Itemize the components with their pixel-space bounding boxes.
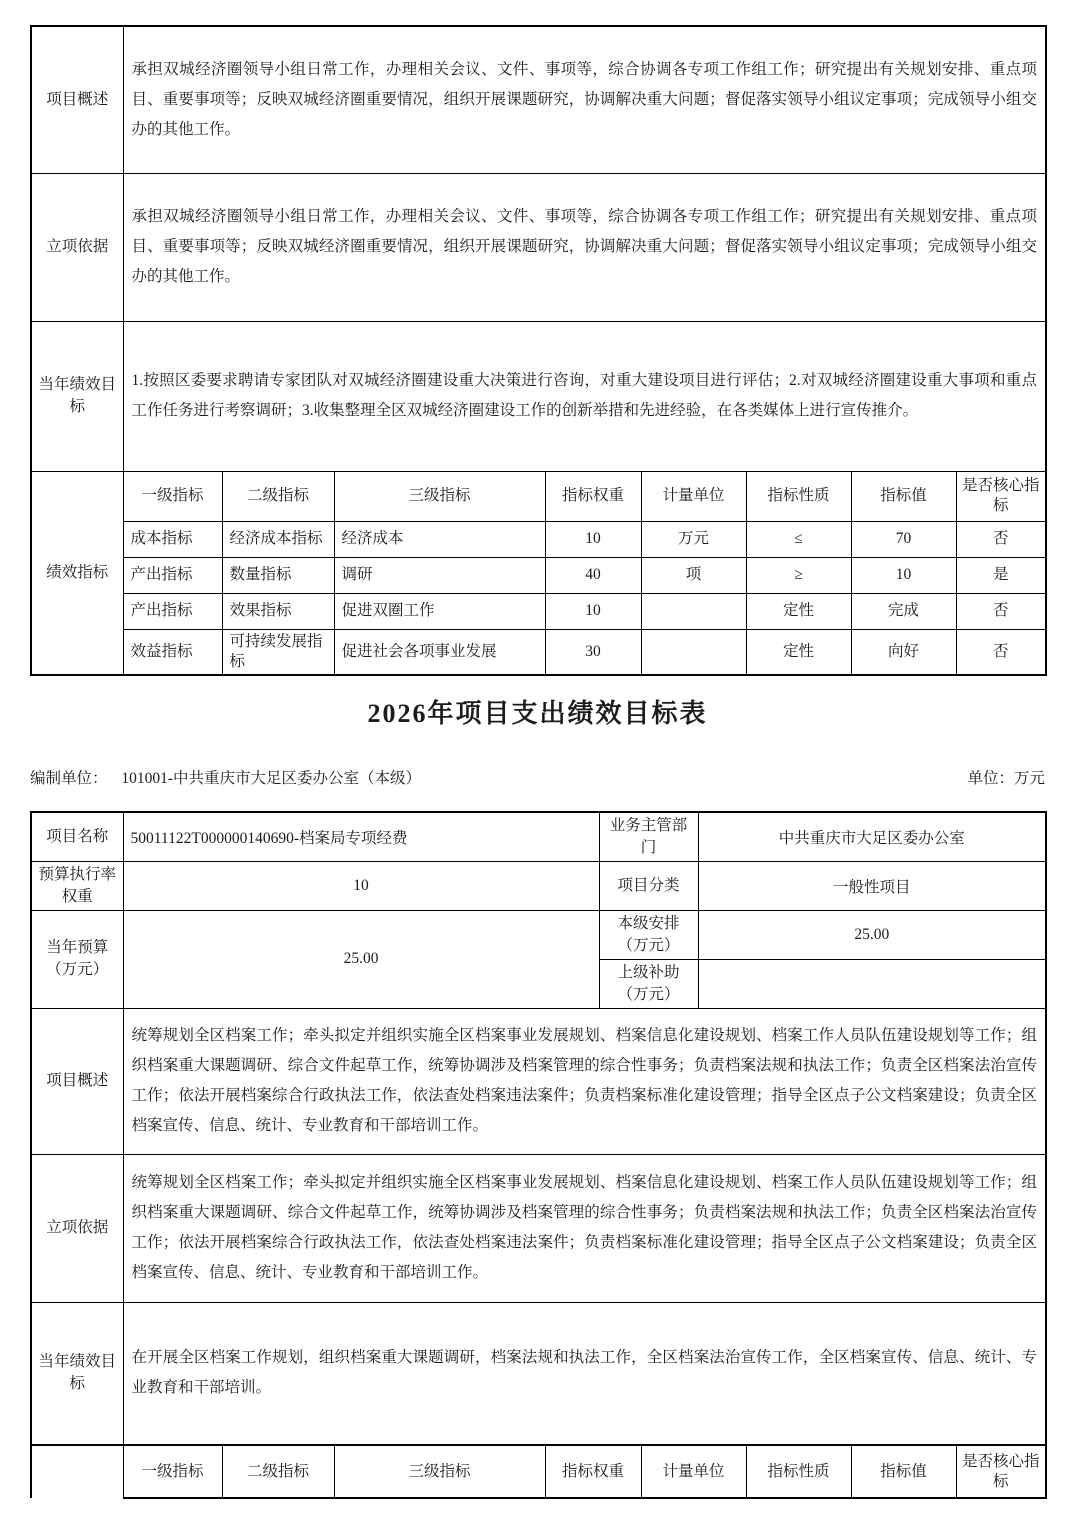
category-value: 一般性项目: [698, 861, 1046, 910]
indicator-header-row: [31, 471, 1046, 521]
indicator-row: [31, 557, 1046, 593]
header-core: 是否核心指标: [956, 1446, 1046, 1498]
indicator-cell: 10: [545, 521, 641, 557]
exec-weight-label: 预算执行率权重: [31, 861, 123, 910]
goal-label: 当年绩效目标: [31, 321, 123, 471]
unit-note: 单位：万元: [967, 769, 1045, 787]
indicator-cell: 否: [956, 629, 1046, 675]
table-row: [31, 812, 1046, 862]
indicator-cell: 10: [545, 593, 641, 629]
goal-text: 在开展全区档案工作规划，组织档案重大课题调研，档案法规和执法工作，全区档案法治宣传工作，全区档案宣传、信息、统计、专业教育和干部培训。: [123, 1302, 1046, 1445]
header-nature: 指标性质: [746, 1446, 851, 1498]
indicator-cell: 10: [851, 557, 956, 593]
table-row: [31, 910, 1046, 959]
indicator-cell: ≥: [746, 557, 851, 593]
page-title: 2026年项目支出绩效目标表: [367, 698, 708, 728]
indicator-cell: [641, 593, 746, 629]
indicator-cell: 完成: [851, 593, 956, 629]
basis-label: 立项依据: [31, 1154, 123, 1302]
basis-label: 立项依据: [31, 173, 123, 321]
indicator-cell: 70: [851, 521, 956, 557]
header-level1: 一级指标: [123, 471, 222, 521]
indicator-cell: ≤: [746, 521, 851, 557]
project-table-2-indicators-partial: [30, 1446, 1047, 1499]
local-arrangement-label: 本级安排（万元）: [599, 910, 698, 959]
category-label: 项目分类: [599, 861, 698, 910]
table-row: [31, 321, 1046, 471]
indicator-cell: 经济成本: [334, 521, 545, 557]
header-core: 是否核心指标: [956, 471, 1046, 521]
header-nature: 指标性质: [746, 471, 851, 521]
indicator-cell: 促进社会各项事业发展: [334, 629, 545, 675]
header-value: 指标值: [851, 1446, 956, 1498]
indicator-section-label: 绩效指标: [31, 471, 123, 675]
indicator-cell: 产出指标: [123, 593, 222, 629]
header-unit: 计量单位: [641, 1446, 746, 1498]
goal-label: 当年绩效目标: [31, 1302, 123, 1445]
dept-label: 业务主管部门: [599, 812, 698, 862]
overview-label: 项目概述: [31, 26, 123, 173]
dept-value: 中共重庆市大足区委办公室: [698, 812, 1046, 862]
indicator-cell: 产出指标: [123, 557, 222, 593]
indicator-cell: 效益指标: [123, 629, 222, 675]
table-row: [31, 1154, 1046, 1302]
project-name-label: 项目名称: [31, 812, 123, 862]
indicator-cell: [641, 629, 746, 675]
header-weight: 指标权重: [545, 471, 641, 521]
indicator-cell: 定性: [746, 629, 851, 675]
indicator-section-stub: [31, 1446, 123, 1498]
project-table-2: [30, 811, 1047, 1447]
superior-subsidy-label: 上级补助（万元）: [599, 959, 698, 1008]
prepared-by: [30, 766, 421, 788]
prepared-by-label: 编制单位：: [30, 769, 108, 787]
indicator-cell: 调研: [334, 557, 545, 593]
prepared-by-value: 101001-中共重庆市大足区委办公室（本级）: [121, 769, 422, 787]
table-row: [31, 26, 1046, 173]
indicator-cell: 定性: [746, 593, 851, 629]
indicator-row: [31, 593, 1046, 629]
project-table-1: [30, 25, 1047, 676]
exec-weight-value: 10: [123, 861, 599, 910]
indicator-cell: 数量指标: [222, 557, 334, 593]
table-row: [31, 1008, 1046, 1154]
meta-line: [30, 766, 1045, 788]
overview-text: 统筹规划全区档案工作；牵头拟定并组织实施全区档案事业发展规划、档案信息化建设规划、档案工作人员队伍建设规划等工作；组织档案重大课题调研、综合文件起草工作，统筹协调涉及档案管理的综合性事务；负责档案法规和执法工作；负责全区档案法治宣传工作；依法开展档案综合行政执法工作，依法查处档案违法案件；负责档案标准化建设管理；指导全区点子公文档案建设；负责全区档案宣传、信息、统计、专业教育和干部培训工作。: [123, 1008, 1046, 1154]
table-row: [31, 861, 1046, 910]
indicator-cell: 项: [641, 557, 746, 593]
basis-text: 承担双城经济圈领导小组日常工作，办理相关会议、文件、事项等，综合协调各专项工作组工作；研究提出有关规划安排、重点项目、重要事项等；反映双城经济圈重要情况，组织开展课题研究，协调解决重大问题；督促落实领导小组议定事项；完成领导小组交办的其他工作。: [123, 173, 1046, 321]
indicator-cell: 40: [545, 557, 641, 593]
indicator-cell: 效果指标: [222, 593, 334, 629]
overview-text: 承担双城经济圈领导小组日常工作，办理相关会议、文件、事项等，综合协调各专项工作组工作；研究提出有关规划安排、重点项目、重要事项等；反映双城经济圈重要情况，组织开展课题研究，协调解决重大问题；督促落实领导小组议定事项；完成领导小组交办的其他工作。: [123, 26, 1046, 173]
header-value: 指标值: [851, 471, 956, 521]
table-row: [31, 1302, 1046, 1445]
header-level3: 三级指标: [334, 1446, 545, 1498]
indicator-row: [31, 629, 1046, 675]
indicator-cell: 否: [956, 593, 1046, 629]
indicator-cell: 成本指标: [123, 521, 222, 557]
table-row: [31, 173, 1046, 321]
header-unit: 计量单位: [641, 471, 746, 521]
budget-label: 当年预算（万元）: [31, 910, 123, 1008]
header-level3: 三级指标: [334, 471, 545, 521]
header-level1: 一级指标: [123, 1446, 222, 1498]
local-arrangement-value: 25.00: [698, 910, 1046, 959]
budget-value: 25.00: [123, 910, 599, 1008]
indicator-header-row: [31, 1446, 1046, 1498]
indicator-cell: 向好: [851, 629, 956, 675]
indicator-row: [31, 521, 1046, 557]
header-weight: 指标权重: [545, 1446, 641, 1498]
header-level2: 二级指标: [222, 471, 334, 521]
indicator-cell: 万元: [641, 521, 746, 557]
goal-text: 1.按照区委要求聘请专家团队对双城经济圈建设重大决策进行咨询，对重大建设项目进行评估；2.对双城经济圈建设重大事项和重点工作任务进行考察调研；3.收集整理全区双城经济圈建设工作的创新举措和先进经验，在各类媒体上进行宣传推介。: [123, 321, 1046, 471]
indicator-cell: 促进双圈工作: [334, 593, 545, 629]
header-level2: 二级指标: [222, 1446, 334, 1498]
project-name-value: 50011122T000000140690-档案局专项经费: [123, 812, 599, 862]
overview-label: 项目概述: [31, 1008, 123, 1154]
basis-text: 统筹规划全区档案工作；牵头拟定并组织实施全区档案事业发展规划、档案信息化建设规划、档案工作人员队伍建设规划等工作；组织档案重大课题调研、综合文件起草工作，统筹协调涉及档案管理的综合性事务；负责档案法规和执法工作；负责全区档案法治宣传工作；依法开展档案综合行政执法工作，依法查处档案违法案件；负责档案标准化建设管理；指导全区点子公文档案建设；负责全区档案宣传、信息、统计、专业教育和干部培训工作。: [123, 1154, 1046, 1302]
superior-subsidy-value: [698, 959, 1046, 1008]
indicator-cell: 否: [956, 521, 1046, 557]
indicator-cell: 经济成本指标: [222, 521, 334, 557]
indicator-cell: 30: [545, 629, 641, 675]
indicator-cell: 可持续发展指标: [222, 629, 334, 675]
indicator-cell: 是: [956, 557, 1046, 593]
